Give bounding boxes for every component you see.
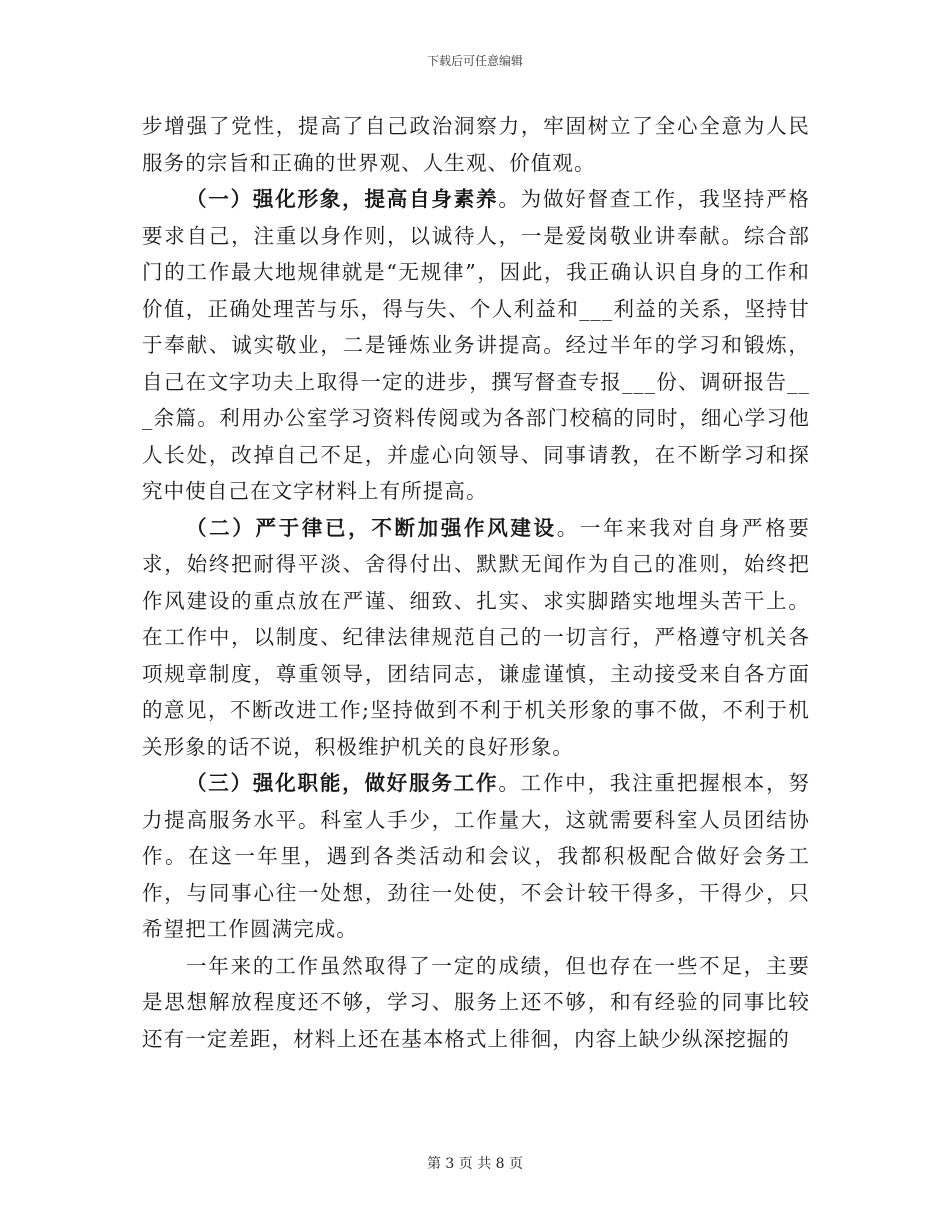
paragraph-section-3: [142, 765, 810, 948]
paragraph-body: 。为做好督查工作，我坚持严格要求自己，注重以身作则，以诚待人，一是爱岗敬业讲奉献。综合部门的工作最大地规律就是“无规律”，因此，我正确认识自身的工作和价值，正确处理苦与乐，得与失、个人利益和___利益的关系，坚持甘于奉献、诚实敬业，二是锤炼业务讲提高。经过半年的学习和锻炼，自己在文字功夫上取得一定的进步，撰写督查专报___份、调研报告___余篇。利用办公室学习资料传阅或为各部门校稿的同时，细心学习他人长处，改掉自己不足，并虚心向领导、同事请教，在不断学习和探究中使自己在文字材料上有所提高。: [142, 187, 810, 503]
paragraph-body: 。工作中，我注重把握根本，努力提高服务水平。科室人手少，工作量大，这就需要科室人员团结协作。在这一年里，遇到各类活动和会议，我都积极配合做好会务工作，与同事心往一处想，劲往一处使，不会计较干得多，干得少，只希望把工作圆满完成。: [142, 771, 810, 941]
header-note: 下载后可任意编辑: [426, 54, 523, 68]
section-heading: （二）严于律已，不断加强作风建设: [186, 515, 557, 540]
page-header: [0, 52, 950, 69]
section-heading: （三）强化职能，做好服务工作: [186, 771, 499, 795]
paragraph-body: 一年来的工作虽然取得了一定的成绩，但也存在一些不足，主要是思想解放程度还不够，学习、服务上还不够，和有经验的同事比较还有一定差距，材料上还在基本格式上徘徊，内容上缺少纵深挖掘的: [142, 953, 810, 1051]
page-footer: [0, 1153, 950, 1173]
paragraph-body: 步增强了党性，提高了自己政治洞察力，牢固树立了全心全意为人民服务的宗旨和正确的世界观、人生观、价值观。: [142, 114, 810, 175]
section-heading: （一）强化形象，提高自身素养: [186, 187, 499, 211]
paragraph-summary: [142, 948, 810, 1058]
paragraph-continuation: [142, 108, 810, 181]
paragraph-section-1: [142, 181, 810, 510]
page-number: 第 3 页 共 8 页: [426, 1156, 524, 1172]
paragraph-body: 。一年来我对自身严格要求，始终把耐得平淡、舍得付出、默默无闻作为自己的准则，始终把作风建设的重点放在严谨、细致、扎实、求实脚踏实地埋头苦干上。在工作中，以制度、纪律法律规范自己的一切言行，严格遵守机关各项规章制度，尊重领导，团结同志，谦虚谨慎，主动接受来自各方面的意见，不断改进工作;坚持做到不利于机关形象的事不做，不利于机关形象的话不说，积极维护机关的良好形象。: [142, 515, 810, 759]
document-body: [142, 108, 810, 1057]
paragraph-section-2: [142, 510, 810, 766]
